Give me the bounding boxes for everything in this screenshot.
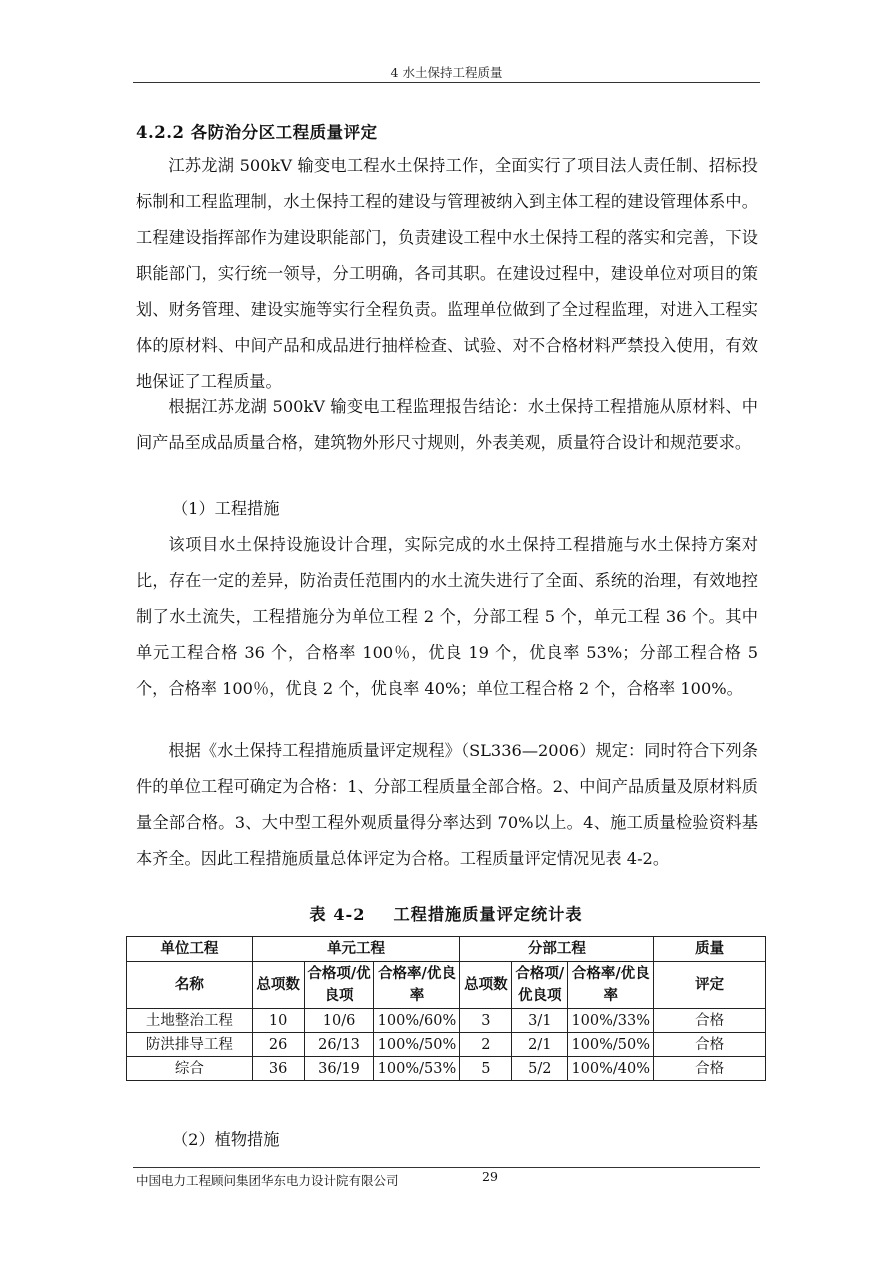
table-caption-number: 表 4-2 — [309, 905, 366, 924]
table-row — [127, 1033, 766, 1057]
table-caption-title: 工程措施质量评定统计表 — [393, 905, 583, 924]
cell-name: 综合 — [127, 1057, 253, 1081]
header-rate: 合格率/优良率 — [374, 962, 460, 1009]
header-rule — [133, 82, 760, 83]
header-evaluation: 评定 — [654, 962, 766, 1009]
cell-element-total: 26 — [252, 1033, 304, 1057]
table-caption — [126, 901, 766, 925]
header-element-project: 单元工程 — [252, 937, 460, 962]
cell-element-rate: 100%/50% — [374, 1033, 460, 1057]
page-number: 29 — [482, 1169, 498, 1184]
cell-evaluation: 合格 — [654, 1033, 766, 1057]
cell-evaluation: 合格 — [654, 1057, 766, 1081]
paragraph-management: 江苏龙湖 500kV 输变电工程水土保持工作，全面实行了项目法人责任制、招标投标制和工程监理制，水土保持工程的建设与管理被纳入到主体工程的建设管理体系中。工程建设指挥部作为建设职能部门，负责建设工程中水土保持工程的落实和完善，下设职能部门，实行统一领导，分工明确，各司其职。在建设过程中，建设单位对项目的策划、财务管理、建设实施等实行全程负责。监理单位做到了全过程监理，对进入工程实体的原材料、中间产品和成品进行抽样检查、试验、对不合格材料严禁投入使用，有效地保证了工程质量。 — [136, 156, 758, 391]
cell-element-total: 10 — [252, 1009, 304, 1033]
cell-element-rate: 100%/60% — [374, 1009, 460, 1033]
paragraph-supervision-conclusion: 根据江苏龙湖 500kV 输变电工程监理报告结论：水土保持工程措施从原材料、中间产品至成品质量合格，建筑物外形尺寸规则，外表美观，质量符合设计和规范要求。 — [136, 397, 758, 452]
cell-division-qualified-excellent: 5/2 — [512, 1057, 568, 1081]
cell-division-rate: 100%/33% — [568, 1009, 654, 1033]
cell-element-qualified-excellent: 10/6 — [304, 1009, 374, 1033]
header-quality: 质量 — [654, 937, 766, 962]
cell-evaluation: 合格 — [654, 1009, 766, 1033]
header-total-items-division: 总项数 — [460, 962, 512, 1009]
cell-division-rate: 100%/40% — [568, 1057, 654, 1081]
table-row — [127, 1057, 766, 1081]
header-unit-project: 单位工程 — [127, 937, 253, 962]
table-sub-header-row — [127, 962, 766, 1009]
cell-element-rate: 100%/53% — [374, 1057, 460, 1081]
paragraph-evaluation-rules: 根据《水土保持工程措施质量评定规程》（SL336—2006）规定：同时符合下列条件的单位工程可确定为合格：1、分部工程质量全部合格。2、中间产品质量及原材料质量全部合格。3、大中型工程外观质量得分率达到 70%以上。4、施工质量检验资料基本齐全。因此工程措施质量总体评定为合格。工程质量评定情况见表 4-2。 — [136, 741, 758, 868]
table-group-header-row — [127, 937, 766, 962]
footer-rule — [133, 1167, 760, 1168]
header-total-items: 总项数 — [252, 962, 304, 1009]
cell-name: 防洪排导工程 — [127, 1033, 253, 1057]
cell-division-qualified-excellent: 3/1 — [512, 1009, 568, 1033]
section-title: 4.2.2 各防治分区工程质量评定 — [136, 123, 378, 142]
header-division-project: 分部工程 — [460, 937, 654, 962]
header-rate-division: 合格率/优良率 — [568, 962, 654, 1009]
cell-element-total: 36 — [252, 1057, 304, 1081]
subsection-plant-measures: （2）植物措施 — [172, 1130, 280, 1149]
footer-organization: 中国电力工程顾问集团华东电力设计院有限公司 — [136, 1173, 399, 1188]
cell-division-qualified-excellent: 2/1 — [512, 1033, 568, 1057]
table-row — [127, 1009, 766, 1033]
cell-element-qualified-excellent: 36/19 — [304, 1057, 374, 1081]
header-qualified-excellent: 合格项/优良项 — [304, 962, 374, 1009]
page-header: 4 水土保持工程质量 — [390, 65, 503, 80]
cell-element-qualified-excellent: 26/13 — [304, 1033, 374, 1057]
cell-division-total: 2 — [460, 1033, 512, 1057]
quality-table — [126, 936, 766, 1081]
header-name: 名称 — [127, 962, 253, 1009]
header-qualified-excellent-division: 合格项/优良项 — [512, 962, 568, 1009]
cell-division-total: 3 — [460, 1009, 512, 1033]
cell-division-rate: 100%/50% — [568, 1033, 654, 1057]
cell-division-total: 5 — [460, 1057, 512, 1081]
cell-name: 土地整治工程 — [127, 1009, 253, 1033]
subsection-engineering-measures: （1）工程措施 — [172, 499, 280, 518]
paragraph-engineering-stats: 该项目水土保持设施设计合理，实际完成的水土保持工程措施与水土保持方案对比，存在一定的差异，防治责任范围内的水土流失进行了全面、系统的治理，有效地控制了水土流失，工程措施分为单位工程 2 个，分部工程 5 个，单元工程 36 个。其中单元工程合格 36 个，合格率 100％，优良 19 个，优良率 53%；分部工程合格 5 个，合格率 100％，优良 2 个，优良率 40%；单位工程合格 2 个，合格率 100%。 — [136, 535, 758, 698]
